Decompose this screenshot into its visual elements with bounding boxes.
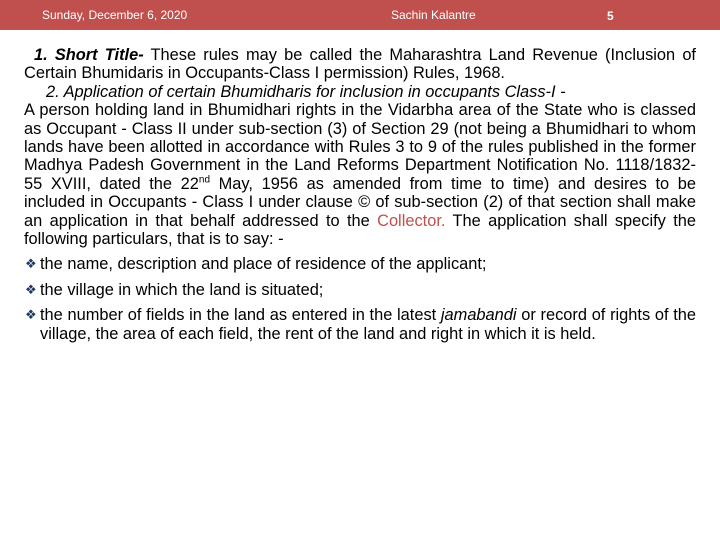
section-1-text: These rules may be called the Maharashtra Land Revenue (Inclusion of Certain Bhumidaris in Occupants-Class I permission) Rules, 1968. (24, 46, 696, 83)
diamond-check-bullet-icon: ❖ (25, 256, 37, 272)
section-1-heading: 1. Short Title- (34, 46, 144, 64)
header-author: Sachin Kalantre (391, 8, 476, 22)
body-text-part-2: May, 1956 as amended from time to time) and desires to be included in Occupants - Class I under clause © of sub-section (2) of that section shall make an application in that behalf addressed to the (24, 174, 696, 230)
list-item-text-tail: or record of rights of the village, the area of each field, the rent of the land and right in which it is held. (40, 306, 697, 343)
jamabandi-term: jamabandi (440, 306, 517, 325)
section-2-heading: 2. Application of certain Bhumidharis for inclusion in occupants Class-I - (46, 82, 566, 101)
date-superscript: nd (198, 174, 211, 186)
body-text-part-3: The application shall specify the following particulars, that is to say: - (24, 211, 696, 249)
list-item-text: the name, description and place of residence of the applicant; (40, 255, 487, 274)
slide-header-bar (0, 0, 720, 30)
section-1-paragraph (24, 46, 696, 83)
collector-highlight: Collector. (377, 211, 446, 230)
list-item-text: the number of fields in the land as entered in the latest (40, 306, 441, 325)
body-text-part-1: A person holding land in Bhumidhari rights in the Vidarbha area of the State who is classed as Occupant - Class II under sub-section (3) of Section 29 (not being a Bhumidhari to whom lands have been allotted in accordance with Rules 3 to 9 of the rules published in the former Madhya Padesh Government in the Land Reforms Department Notification No. 1118/1832-55 XVIII, dated the 22 (24, 101, 696, 193)
particulars-list (24, 255, 696, 343)
slide-content (24, 46, 696, 343)
list-item-text: the village in which the land is situated; (40, 280, 324, 299)
diamond-check-bullet-icon: ❖ (25, 307, 37, 323)
body-paragraph (24, 101, 696, 248)
list-item (24, 255, 696, 273)
list-item (24, 281, 696, 299)
list-item (24, 306, 696, 343)
diamond-check-bullet-icon: ❖ (25, 281, 37, 297)
header-date: Sunday, December 6, 2020 (42, 8, 188, 22)
page-number: 5 (607, 9, 614, 23)
